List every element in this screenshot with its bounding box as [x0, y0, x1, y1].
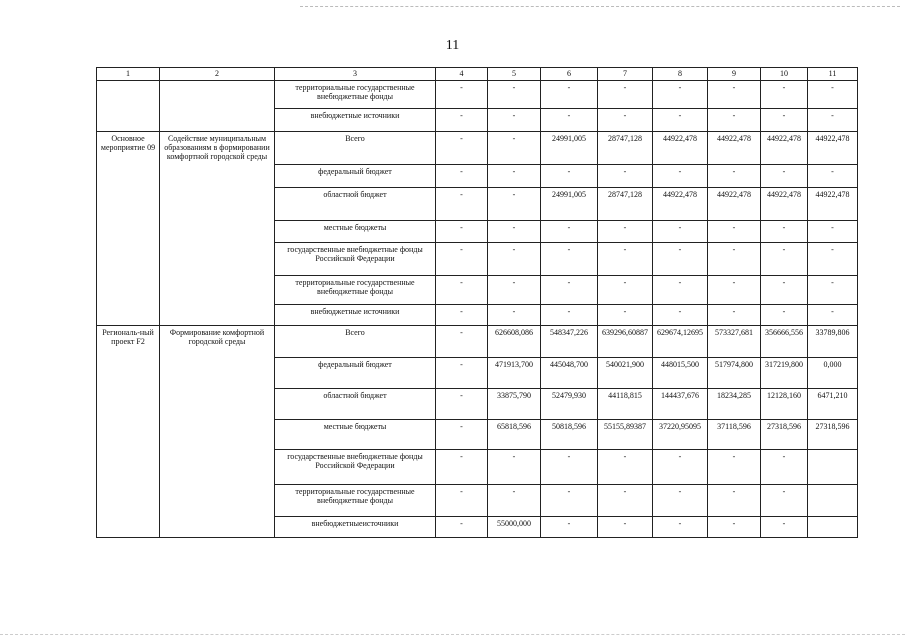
- value-cell: -: [598, 221, 653, 243]
- value-cell: -: [488, 450, 541, 485]
- funding-source-cell: территориальные государственные внебюджетные фонды: [275, 276, 436, 305]
- value-cell: -: [808, 165, 858, 188]
- value-cell: -: [761, 243, 808, 276]
- table-row: [97, 132, 858, 165]
- page-number: 11: [445, 38, 460, 53]
- value-cell: -: [598, 305, 653, 326]
- value-cell: 540021,900: [598, 358, 653, 389]
- value-cell: 6471,210: [808, 389, 858, 420]
- value-cell: 573327,681: [708, 326, 761, 358]
- value-cell: 27318,596: [808, 420, 858, 450]
- value-cell: -: [653, 109, 708, 132]
- value-cell: -: [761, 450, 808, 485]
- funding-source-cell: федеральный бюджет: [275, 358, 436, 389]
- table-row: [97, 81, 858, 109]
- value-cell: -: [598, 81, 653, 109]
- value-cell: -: [808, 305, 858, 326]
- value-cell: -: [808, 243, 858, 276]
- value-cell: -: [436, 517, 488, 538]
- value-cell: -: [598, 109, 653, 132]
- header-cell-7: 7: [598, 68, 653, 81]
- value-cell: 144437,676: [653, 389, 708, 420]
- value-cell: -: [541, 276, 598, 305]
- value-cell: -: [598, 485, 653, 517]
- header-row: [97, 68, 858, 81]
- value-cell: 12128,160: [761, 389, 808, 420]
- funding-source-cell: государственные внебюджетные фонды Российской Федерации: [275, 243, 436, 276]
- value-cell: -: [653, 165, 708, 188]
- value-cell: 548347,226: [541, 326, 598, 358]
- value-cell: -: [761, 221, 808, 243]
- value-cell: -: [708, 305, 761, 326]
- value-cell: 44118,815: [598, 389, 653, 420]
- value-cell: 44922,478: [708, 132, 761, 165]
- header-cell-9: 9: [708, 68, 761, 81]
- value-cell: 37118,596: [708, 420, 761, 450]
- value-cell: -: [436, 109, 488, 132]
- value-cell: -: [541, 485, 598, 517]
- value-cell: 33789,806: [808, 326, 858, 358]
- value-cell: -: [488, 276, 541, 305]
- header-cell-2: 2: [160, 68, 275, 81]
- funding-source-cell: внебюджетные источники: [275, 109, 436, 132]
- value-cell: -: [598, 450, 653, 485]
- header-cell-10: 10: [761, 68, 808, 81]
- top-edge-line: [300, 6, 900, 7]
- funding-source-cell: Всего: [275, 132, 436, 165]
- funding-table: [96, 67, 858, 538]
- value-cell: -: [761, 109, 808, 132]
- value-cell: [808, 517, 858, 538]
- value-cell: -: [541, 243, 598, 276]
- value-cell: -: [761, 81, 808, 109]
- value-cell: 626608,086: [488, 326, 541, 358]
- funding-source-cell: местные бюджеты: [275, 420, 436, 450]
- value-cell: -: [708, 109, 761, 132]
- value-cell: -: [436, 389, 488, 420]
- value-cell: -: [598, 276, 653, 305]
- value-cell: -: [541, 305, 598, 326]
- measure-code-cell: [97, 81, 160, 132]
- value-cell: -: [761, 517, 808, 538]
- value-cell: 44922,478: [808, 132, 858, 165]
- value-cell: 44922,478: [761, 132, 808, 165]
- value-cell: -: [653, 81, 708, 109]
- value-cell: -: [598, 243, 653, 276]
- measure-code-cell: Основное мероприятие 09: [97, 132, 160, 326]
- value-cell: 639296,60887: [598, 326, 653, 358]
- value-cell: -: [541, 109, 598, 132]
- value-cell: [808, 450, 858, 485]
- value-cell: -: [436, 450, 488, 485]
- value-cell: -: [541, 165, 598, 188]
- measure-code-cell: Региональ-ный проект F2: [97, 326, 160, 538]
- value-cell: -: [761, 305, 808, 326]
- value-cell: [808, 485, 858, 517]
- header-cell-5: 5: [488, 68, 541, 81]
- value-cell: 55155,89387: [598, 420, 653, 450]
- funding-source-cell: территориальные государственные внебюджетные фонды: [275, 81, 436, 109]
- value-cell: 44922,478: [761, 188, 808, 221]
- value-cell: -: [598, 165, 653, 188]
- value-cell: -: [653, 450, 708, 485]
- value-cell: -: [708, 243, 761, 276]
- value-cell: -: [488, 81, 541, 109]
- value-cell: 44922,478: [653, 132, 708, 165]
- value-cell: -: [436, 188, 488, 221]
- table-row: [97, 326, 858, 358]
- value-cell: -: [436, 81, 488, 109]
- value-cell: 33875,790: [488, 389, 541, 420]
- value-cell: -: [436, 305, 488, 326]
- value-cell: -: [708, 517, 761, 538]
- value-cell: -: [708, 276, 761, 305]
- value-cell: -: [708, 485, 761, 517]
- value-cell: 0,000: [808, 358, 858, 389]
- funding-source-cell: территориальные государственные внебюджетные фонды: [275, 485, 436, 517]
- value-cell: -: [436, 420, 488, 450]
- value-cell: -: [808, 109, 858, 132]
- value-cell: -: [541, 517, 598, 538]
- value-cell: -: [708, 221, 761, 243]
- value-cell: -: [488, 165, 541, 188]
- value-cell: 44922,478: [708, 188, 761, 221]
- value-cell: 471913,700: [488, 358, 541, 389]
- funding-source-cell: Всего: [275, 326, 436, 358]
- value-cell: 52479,930: [541, 389, 598, 420]
- value-cell: -: [488, 305, 541, 326]
- value-cell: -: [708, 81, 761, 109]
- funding-source-cell: внебюджетные источники: [275, 305, 436, 326]
- value-cell: -: [488, 132, 541, 165]
- value-cell: -: [598, 517, 653, 538]
- value-cell: 629674,12695: [653, 326, 708, 358]
- value-cell: -: [808, 221, 858, 243]
- value-cell: 517974,800: [708, 358, 761, 389]
- header-cell-11: 11: [808, 68, 858, 81]
- value-cell: 356666,556: [761, 326, 808, 358]
- value-cell: -: [436, 326, 488, 358]
- funding-source-cell: внебюджетныеисточники: [275, 517, 436, 538]
- value-cell: -: [488, 109, 541, 132]
- value-cell: 44922,478: [808, 188, 858, 221]
- measure-name-cell: Формирование комфортной городской среды: [160, 326, 275, 538]
- header-cell-3: 3: [275, 68, 436, 81]
- value-cell: -: [761, 276, 808, 305]
- value-cell: -: [653, 221, 708, 243]
- value-cell: -: [808, 81, 858, 109]
- value-cell: -: [436, 358, 488, 389]
- value-cell: -: [541, 81, 598, 109]
- value-cell: -: [653, 485, 708, 517]
- value-cell: -: [541, 221, 598, 243]
- value-cell: 27318,596: [761, 420, 808, 450]
- value-cell: -: [653, 243, 708, 276]
- value-cell: 37220,95095: [653, 420, 708, 450]
- value-cell: -: [436, 243, 488, 276]
- measure-name-cell: [160, 81, 275, 132]
- value-cell: 44922,478: [653, 188, 708, 221]
- funding-source-cell: областной бюджет: [275, 188, 436, 221]
- value-cell: -: [541, 450, 598, 485]
- value-cell: 18234,285: [708, 389, 761, 420]
- header-cell-8: 8: [653, 68, 708, 81]
- value-cell: 28747,128: [598, 188, 653, 221]
- value-cell: 24991,005: [541, 188, 598, 221]
- value-cell: -: [488, 188, 541, 221]
- value-cell: -: [708, 165, 761, 188]
- value-cell: -: [436, 485, 488, 517]
- header-cell-6: 6: [541, 68, 598, 81]
- value-cell: 24991,005: [541, 132, 598, 165]
- value-cell: 55000,000: [488, 517, 541, 538]
- value-cell: -: [488, 221, 541, 243]
- header-cell-1: 1: [97, 68, 160, 81]
- funding-source-cell: государственные внебюджетные фонды Российской Федерации: [275, 450, 436, 485]
- value-cell: 317219,800: [761, 358, 808, 389]
- value-cell: 448015,500: [653, 358, 708, 389]
- value-cell: -: [488, 243, 541, 276]
- value-cell: 28747,128: [598, 132, 653, 165]
- value-cell: -: [653, 517, 708, 538]
- value-cell: -: [808, 276, 858, 305]
- value-cell: -: [761, 485, 808, 517]
- value-cell: 50818,596: [541, 420, 598, 450]
- funding-source-cell: областной бюджет: [275, 389, 436, 420]
- value-cell: 445048,700: [541, 358, 598, 389]
- measure-name-cell: Содействие муниципальным образованиям в формировании комфортной городской среды: [160, 132, 275, 326]
- value-cell: -: [653, 305, 708, 326]
- value-cell: -: [436, 165, 488, 188]
- value-cell: -: [436, 132, 488, 165]
- header-cell-4: 4: [436, 68, 488, 81]
- value-cell: -: [761, 165, 808, 188]
- value-cell: -: [488, 485, 541, 517]
- value-cell: 65818,596: [488, 420, 541, 450]
- funding-source-cell: федеральный бюджет: [275, 165, 436, 188]
- value-cell: -: [653, 276, 708, 305]
- value-cell: -: [436, 221, 488, 243]
- bottom-edge-line: [0, 634, 905, 635]
- funding-source-cell: местные бюджеты: [275, 221, 436, 243]
- value-cell: -: [436, 276, 488, 305]
- value-cell: -: [708, 450, 761, 485]
